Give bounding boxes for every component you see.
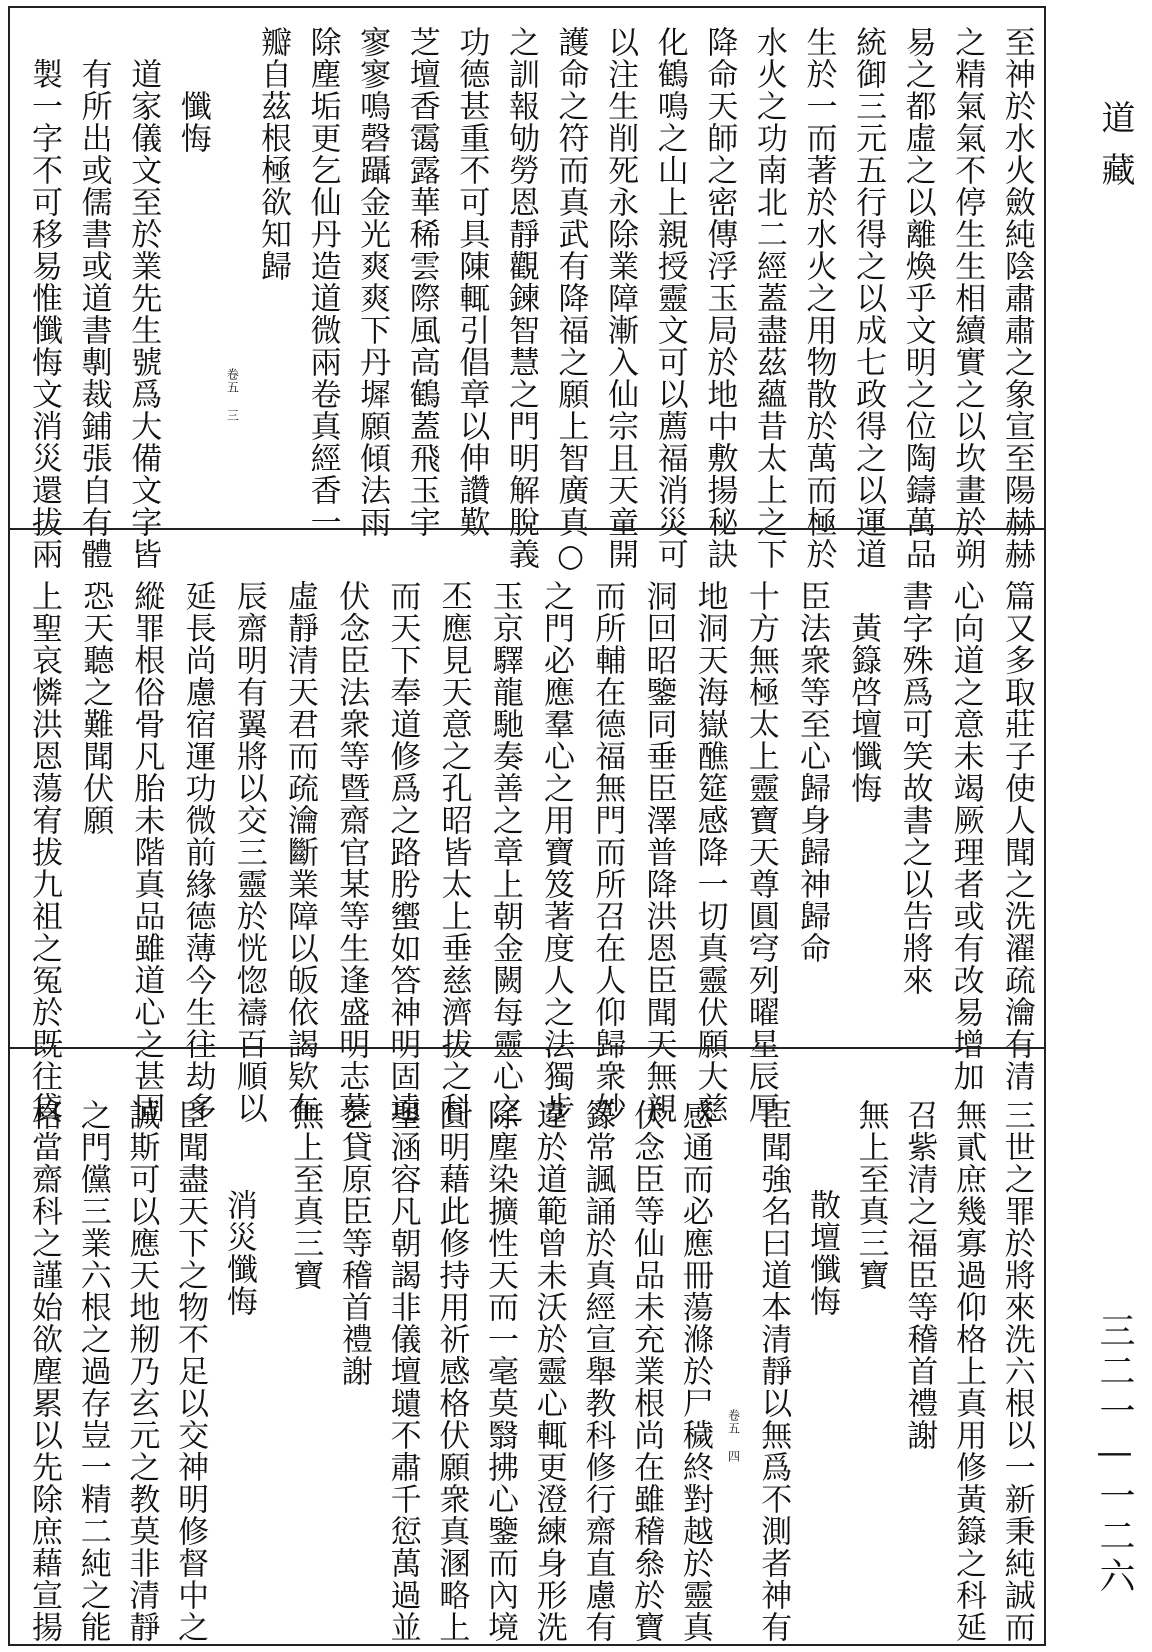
text-column: 丕應見天意之孔昭皆太上垂慈濟拔之科: [435, 580, 472, 1124]
text-column: 功德甚重不可具陳輒引倡章以伸讚歎: [453, 26, 490, 538]
text-column: 製一字不可移易惟懺悔文消災還拔兩: [26, 58, 62, 570]
margin-annotation: 卷五 三: [225, 368, 240, 422]
text-column: 無貳庶幾寡過仰格上真用修黃籙之科延: [950, 1099, 987, 1643]
text-column: 道家儀文至於業先生號爲大備文字皆: [125, 58, 162, 570]
text-column: 上聖哀憐洪恩蕩宥拔九祖之冤於既往貸: [26, 580, 62, 1124]
text-column: 懺悔: [174, 90, 211, 154]
text-column: 地洞天海嶽醮筵感降一切真靈伏願大慈: [691, 580, 728, 1124]
text-column: 除塵垢更乞仙丹造道微兩卷真經香一: [304, 26, 341, 538]
text-column: 無上至真三寶: [852, 1099, 889, 1291]
text-column: 臣法衆等至心歸身歸神歸命: [794, 580, 831, 964]
text-column: 無上至真三寶: [287, 1099, 324, 1291]
text-column: 心向道之意未竭厥理者或有改易增加: [947, 580, 984, 1092]
text-column: 降命天師之密傳浮玉局於地中敷揚秘訣: [701, 26, 738, 570]
text-column: 延長尚慮宿運功微前緣德薄今生往劫多: [179, 580, 216, 1124]
text-column: 至神於水火斂純陰肅肅之象宣至陽赫赫: [998, 26, 1035, 570]
text-column: 臣聞強名曰道本清靜以無爲不測者神有: [755, 1099, 792, 1643]
text-column: 辰齋明有翼將以交三靈於恍惚禱百順以: [230, 580, 267, 1124]
column-group: [10, 8, 1044, 575]
text-column: 格當齋科之謹始欲塵累以先除庶藉宣揚: [26, 1099, 62, 1643]
text-column: 散壇懺悔: [803, 1189, 840, 1317]
text-column: 之門必應羣心之用寶笈著度人之法獨步: [538, 580, 575, 1124]
text-panel-middle: [10, 528, 1044, 1124]
text-column: 以注生削死永除業障漸入仙宗且天童開: [602, 26, 639, 570]
column-group: [10, 530, 1044, 1124]
text-column: 而所輔在德福無門而所召在人仰歸衆妙: [589, 580, 626, 1124]
page-number: 三二一—一二六: [1094, 1312, 1135, 1597]
text-column: 篇又多取莊子使人聞之洗濯疏瀹有清: [998, 580, 1035, 1092]
margin-annotation: 卷五 四: [726, 1409, 741, 1463]
text-column: 易之都虛之以離煥乎文明之位陶鑄萬品: [899, 26, 936, 570]
text-column: 消災懺悔: [220, 1189, 257, 1317]
text-column: 違於道範曾未沃於靈心輒更澄練身形洗: [530, 1099, 567, 1643]
text-column: 寥寥鳴磬躡金光爽爽下丹墀願傾法雨: [354, 26, 391, 538]
text-column: 而天下奉道修爲之路肹蠁如答神明固遠: [384, 580, 421, 1124]
text-column: 生於一而著於水火之用物散於萬而極於: [800, 26, 837, 570]
text-column: 乞貸原臣等稽首禮謝: [335, 1099, 372, 1387]
text-column: 書字殊爲可笑故書之以告將來: [896, 580, 933, 996]
text-panel-top: [10, 8, 1044, 575]
text-column: 護命之符而真武有降福之願上智廣真○: [552, 26, 589, 575]
text-column: 十方無極太上靈寶天尊圓穹列曜星辰厚: [742, 580, 779, 1124]
text-column: 之精氣氣不停生生相續實之以坎畫於朔: [949, 26, 986, 570]
text-column: 除塵染擴性天而一毫莫翳拂心鑒而內境: [482, 1099, 519, 1643]
text-column: 之訓報劬勞恩靜觀鍊智慧之門明解脫義: [502, 26, 539, 570]
text-column: 芝壇香霭露華稀雲際風高鶴蓋飛玉宇: [403, 26, 440, 538]
column-group: [10, 1049, 1044, 1644]
text-column: 統御三元五行得之以成七政得之以運道: [850, 26, 887, 570]
collection-title: 道藏: [1095, 100, 1135, 204]
text-panel-bottom: [10, 1047, 1044, 1644]
text-column: 洞回昭鑒同垂臣澤普降洪恩臣聞天無親: [640, 580, 677, 1124]
text-column: 伏念臣法衆等暨齋官某等生逢盛明志慕: [333, 580, 370, 1124]
text-column: 恐天聽之難聞伏願: [77, 580, 114, 836]
text-column: 虛靜清天君而疏瀹斷業障以皈依謁欵在: [282, 580, 319, 1124]
text-column: 縱罪根俗骨凡胎未階真品雖道心之甚固: [128, 580, 165, 1124]
text-column: 瓣自茲根極欲知歸: [254, 26, 291, 282]
text-column: 化鶴鳴之山上親授靈文可以薦福消災可: [651, 26, 688, 570]
text-column: 召紫清之福臣等稽首禮謝: [901, 1099, 938, 1451]
text-column: 伏念臣等仙品未充業根尚在雖稽叅於寶: [628, 1099, 665, 1643]
text-column: 圓明藉此修持用祈感格伏願衆真溷略上: [433, 1099, 470, 1643]
text-column: 感通而必應冊蕩滌於尸穢終對越於靈真: [676, 1099, 713, 1643]
text-column: 水火之功南北二經蓋盡茲蘊昔太上之下: [750, 26, 787, 570]
text-column: 聖涵容凡朝謁非儀壇壝不肅千愆萬過並: [384, 1099, 421, 1643]
text-column: 誠斯可以應天地剏乃玄元之教莫非清靜: [123, 1099, 160, 1643]
text-column: 之門儻三業六根之過存豈一精二純之能: [74, 1099, 111, 1643]
text-column: 三世之罪於將來洗六根以一新秉純誠而: [998, 1099, 1035, 1643]
text-column: 有所出或儒書或道書剸裁鋪張自有體: [75, 58, 112, 570]
text-column: 黃籙啓壇懺悔: [845, 612, 882, 804]
text-column: 臣聞盡天下之物不足以交神明修督中之: [172, 1099, 209, 1643]
text-column: 籙常諷誦於真經宣舉教科修行齋直慮有: [579, 1099, 616, 1643]
text-column: 玉京驛龍馳奏善之章上朝金闕每靈心之: [486, 580, 523, 1124]
